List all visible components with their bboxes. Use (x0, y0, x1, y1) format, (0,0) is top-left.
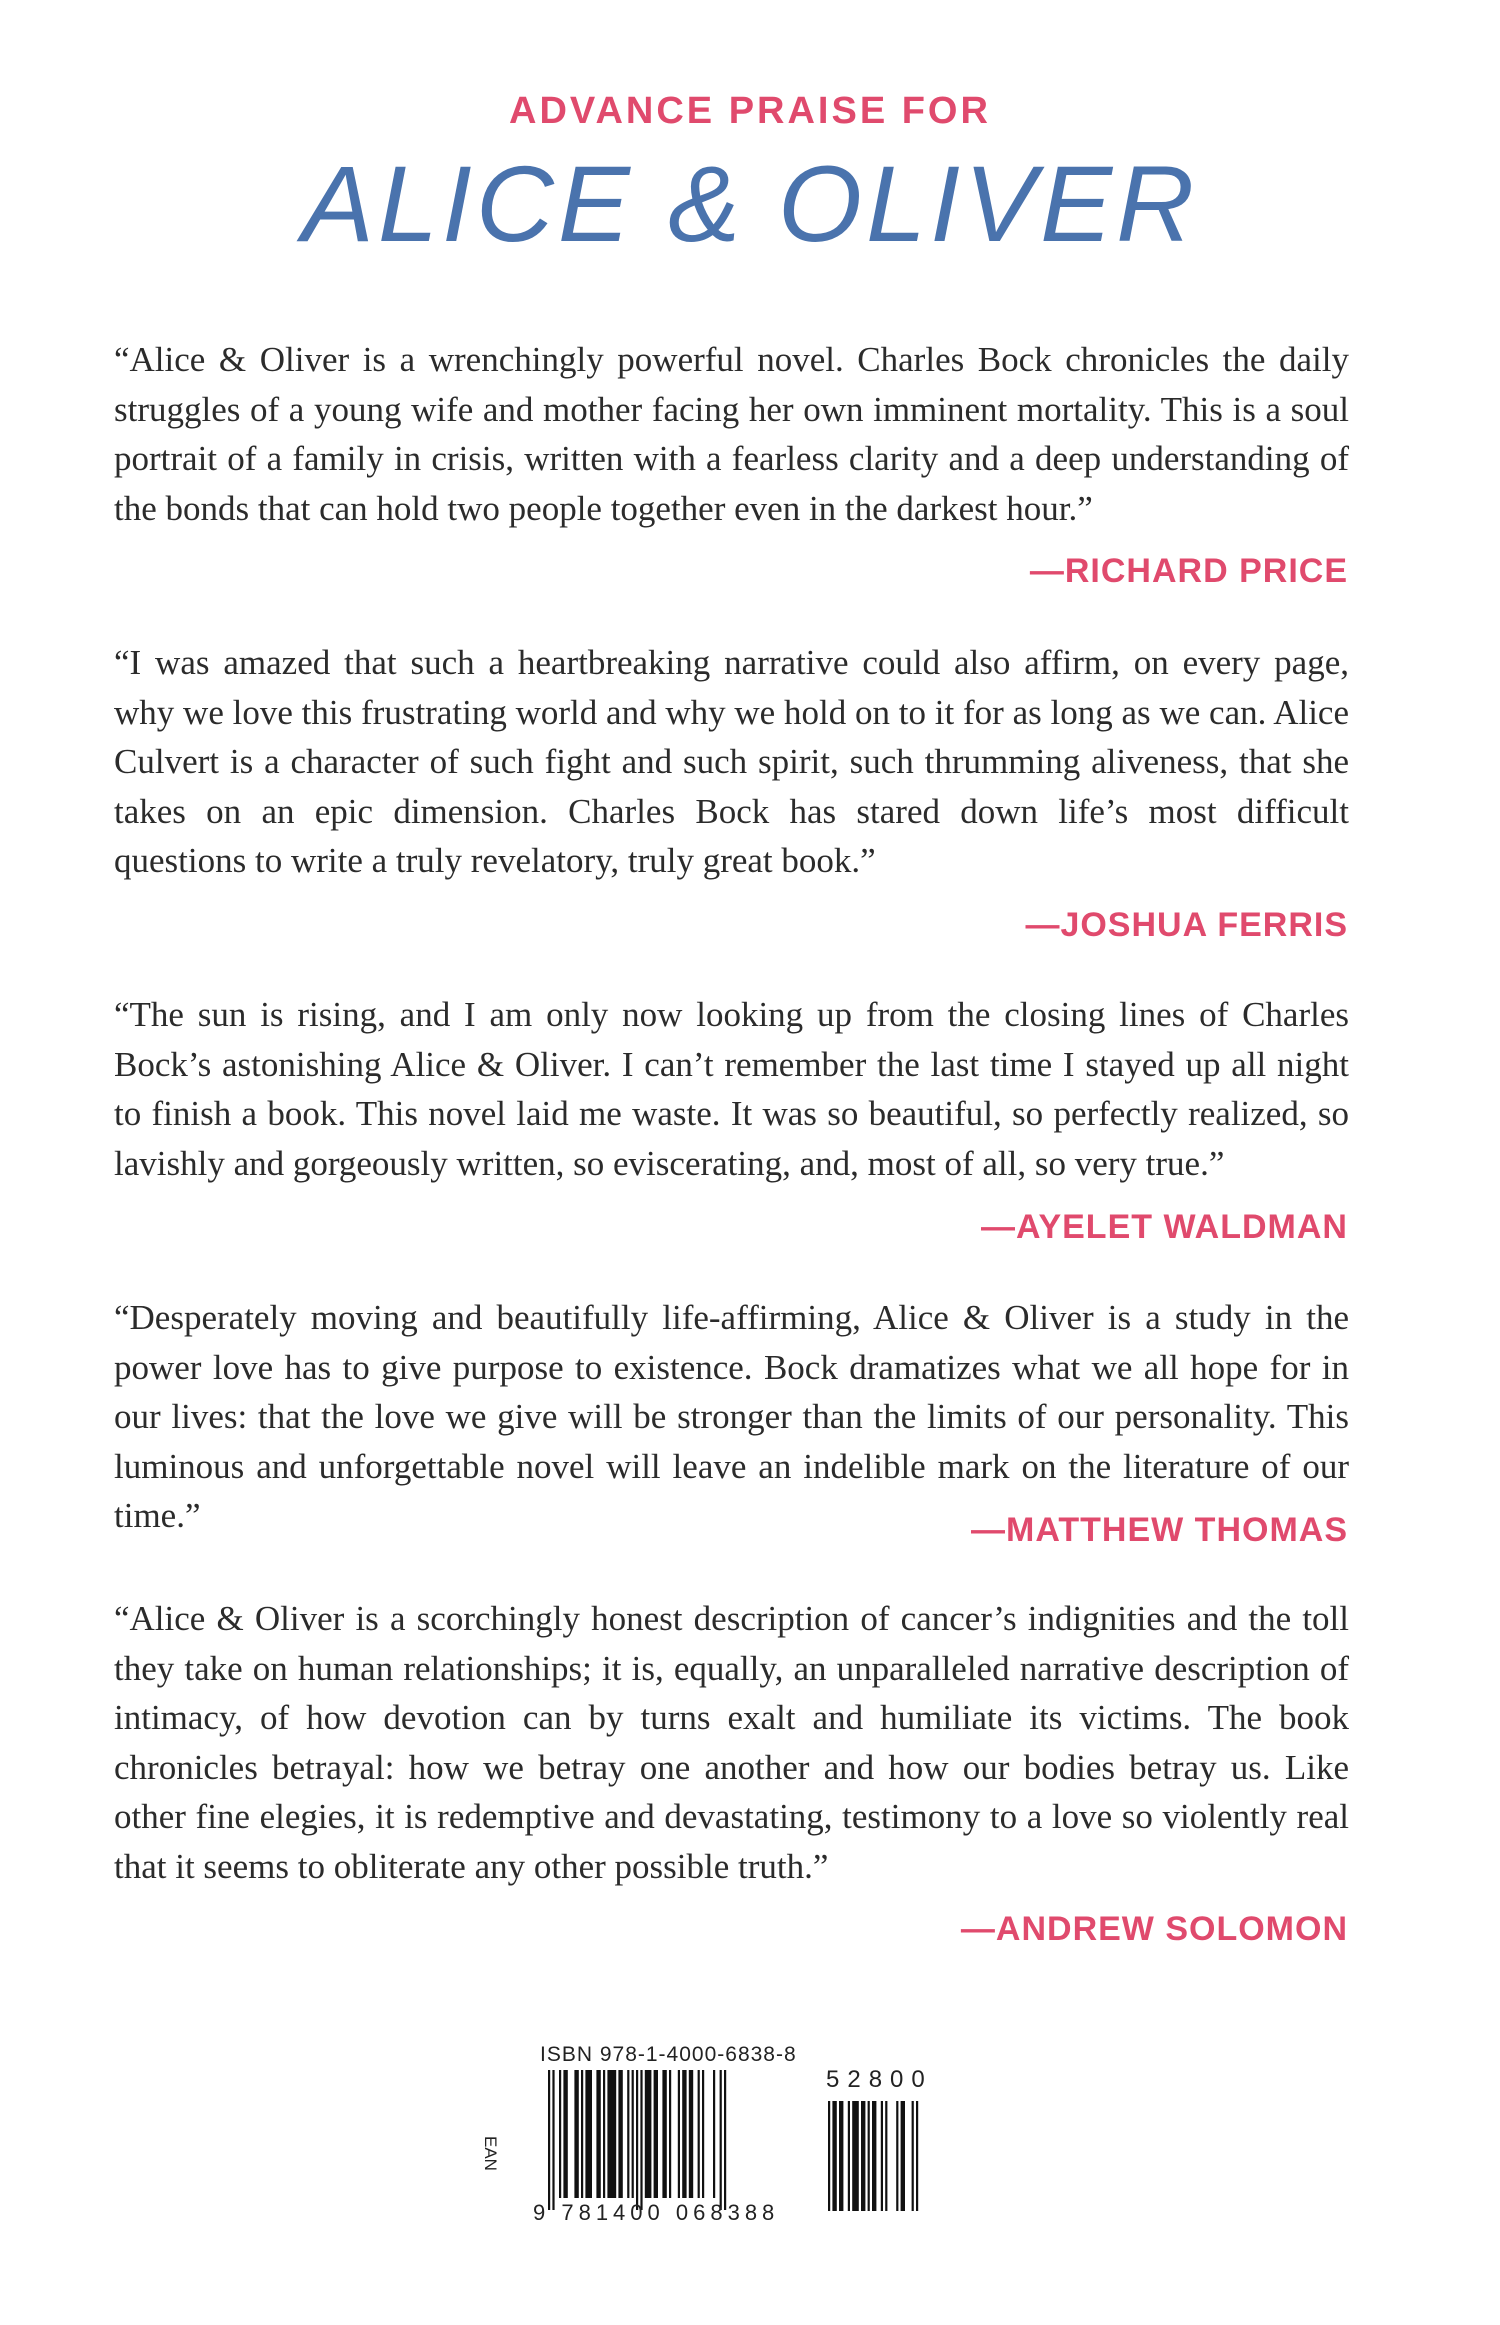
barcode-bar (881, 2101, 883, 2211)
barcode-bar (720, 2070, 722, 2210)
barcode-bar (828, 2101, 830, 2211)
barcode-bar (724, 2070, 726, 2210)
barcode-bar (552, 2070, 554, 2210)
barcode-bar (559, 2070, 561, 2198)
barcode-bar (654, 2070, 658, 2198)
ean-digits: 9 781400 068388 (533, 2200, 780, 2225)
barcode-bar (698, 2070, 700, 2198)
barcode-bar (713, 2070, 715, 2198)
barcode-bar (852, 2101, 859, 2211)
barcode-bar (839, 2101, 843, 2211)
blurb-attribution: —JOSHUA FERRIS (1025, 906, 1348, 944)
barcode-bar (669, 2070, 671, 2198)
barcode-bar (603, 2070, 605, 2198)
barcode-bar (848, 2101, 850, 2211)
barcode-bar (548, 2070, 550, 2210)
blurb-text: “Desperately moving and beautifully life-affirming, Alice & Oliver is a study in the power love has to give purpose to existence. Bock dramatizes what we all hope for in our lives: that the love we give will be stronger than the limits of our personality. This luminous and unforgettable novel will leave an indelible mark on the literature of our time.” (114, 1298, 1349, 1535)
blurb-attribution: —MATTHEW THOMAS (971, 1511, 1348, 1549)
barcode-bar (645, 2070, 652, 2198)
blurb-richard-price (114, 335, 1349, 533)
blurb-andrew-solomon (114, 1594, 1349, 1891)
price-code: 52800 (826, 2066, 933, 2093)
barcode-bar (585, 2070, 592, 2198)
barcode-bar (702, 2070, 704, 2198)
praise-heading: ADVANCE PRAISE FOR (509, 90, 991, 132)
barcode-bar (574, 2070, 578, 2198)
barcode-bar (636, 2070, 638, 2210)
barcode-bar (861, 2101, 865, 2211)
ean-label: EAN (481, 2136, 500, 2171)
blurb-joshua-ferris (114, 638, 1349, 886)
blurb-attribution: —RICHARD PRICE (1029, 552, 1348, 590)
blurb-matthew-thomas (114, 1293, 1349, 1541)
barcode-bar (885, 2101, 887, 2211)
barcode-bar (632, 2070, 634, 2198)
barcode-bar (618, 2070, 622, 2198)
blurb-text: “Alice & Oliver is a wrenchingly powerful novel. Charles Bock chronicles the daily struggles of a young wife and mother facing her own imminent mortality. This is a soul portrait of a family in crisis, written with a fearless clarity and a deep understanding of the bonds that can hold two people together even in the darkest hour.” (114, 340, 1349, 528)
barcode-bar (682, 2070, 686, 2198)
price-barcode (828, 2101, 938, 2223)
isbn-label: ISBN 978-1-4000-6838-8 (540, 2043, 797, 2066)
blurb-text: “I was amazed that such a heartbreaking narrative could also affirm, on every page, why we love this frustrating world and why we hold on to it for as long as we can. Alice Culvert is a character of such fight and such spirit, such thrumming aliveness, that she takes on an epic dimension. Charles Bock has stared down life’s most difficult questions to write a truly revelatory, truly great book.” (114, 643, 1349, 880)
barcode-bar (689, 2070, 693, 2198)
barcode-bar (678, 2070, 680, 2198)
blurb-attribution: —ANDREW SOLOMON (960, 1910, 1348, 1948)
barcode-bar (916, 2101, 918, 2211)
barcode-bar (912, 2101, 914, 2211)
barcode-bar (901, 2101, 905, 2211)
barcode-bar (872, 2101, 876, 2211)
blurb-text: “The sun is rising, and I am only now looking up from the closing lines of Charles Bock’s astonishing Alice & Oliver. I can’t remember the last time I stayed up all night to finish a book. This novel laid me waste. It was so beautiful, so perfectly realized, so lavishly and gorgeously written, so eviscerating, and, most of all, so very true.” (114, 995, 1349, 1183)
blurb-text: “Alice & Oliver is a scorchingly honest description of cancer’s indignities and the toll they take on human relationships; it is, equally, an unparalleled narrative description of intimacy, of how devotion can by turns exalt and humiliate its victims. The book chronicles betrayal: how we betray one another and how our bodies betray us. Like other fine elegies, it is redemptive and devastating, testimony to a love so violently real that it seems to obliterate any other possible truth.” (114, 1599, 1349, 1886)
ean-barcode (548, 2070, 798, 2220)
barcode-bar (868, 2101, 870, 2211)
barcode-bar (832, 2101, 836, 2211)
barcode-bar (627, 2070, 629, 2198)
blurb-attribution: —AYELET WALDMAN (981, 1208, 1348, 1246)
barcode-bar (596, 2070, 600, 2198)
book-title: ALICE & OLIVER (301, 143, 1199, 264)
blurb-ayelet-waldman (114, 990, 1349, 1188)
barcode-bar (640, 2070, 642, 2210)
barcode-bar (581, 2070, 583, 2198)
barcode-bar (896, 2101, 898, 2211)
barcode-bar (607, 2070, 616, 2198)
barcode-bar (662, 2070, 666, 2198)
barcode-bar (563, 2070, 567, 2198)
